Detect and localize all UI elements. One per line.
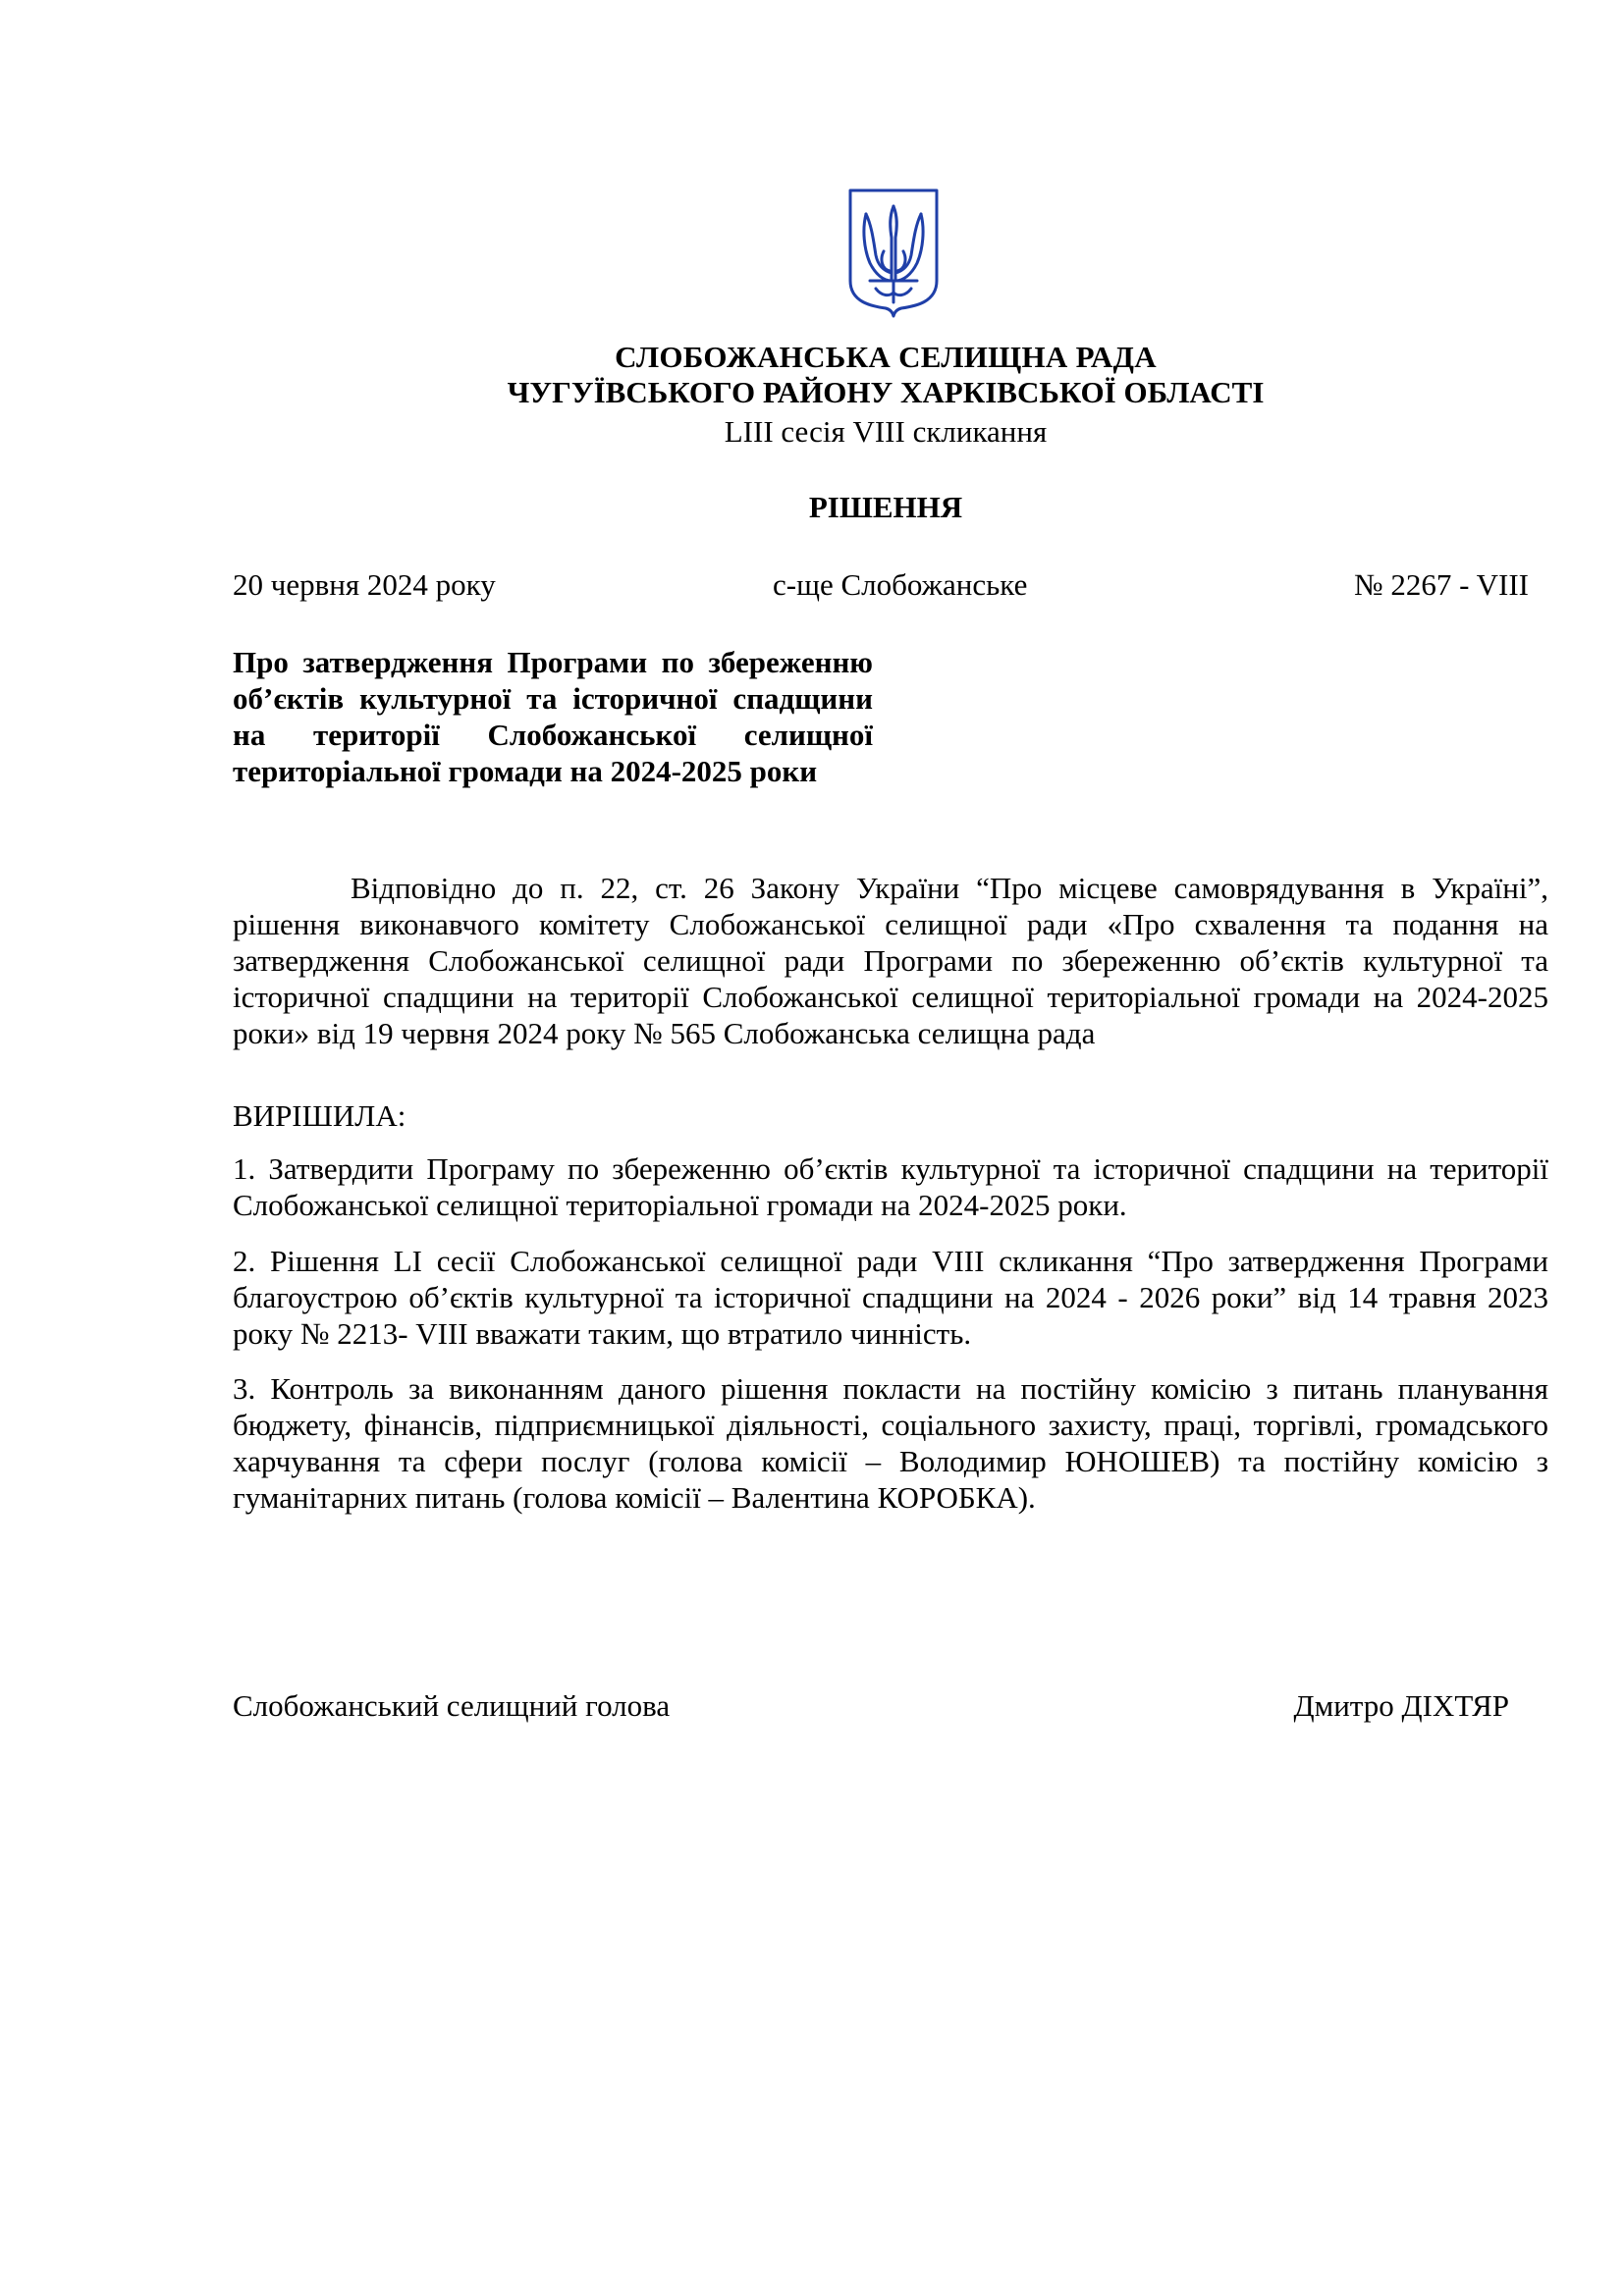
ukraine-coat-of-arms-icon — [846, 187, 941, 320]
document-number: № 2267 - VIII — [1354, 567, 1529, 602]
signature-block — [233, 1686, 1509, 1726]
session-info: LIII сесія VIII скликання — [724, 414, 1048, 449]
document-date: 20 червня 2024 року — [233, 567, 496, 602]
signatory-name: Дмитро ДІХТЯР — [1293, 1688, 1509, 1723]
organization-name: СЛОБОЖАНСЬКА СЕЛИЩНА РАДА — [615, 340, 1157, 374]
signatory-title: Слобожанський селищний голова — [233, 1688, 671, 1723]
decision-item-2: 2. Рішення LI сесії Слобожанської селищної ради VIII скликання “Про затвердження Програми благоустрою об’єктів культурної та історичної спадщини на 2024 - 2026 роки” від 14 травня 2023 року № 2213- VIII вважати таким, що втратило чинність. — [233, 1244, 1548, 1351]
organization-district: ЧУГУЇВСЬКОГО РАЙОНУ ХАРКІВСЬКОЇ ОБЛАСТІ — [507, 375, 1265, 409]
decision-item-3: 3. Контроль за виконанням даного рішення покласти на постійну комісію з питань планування бюджету, фінансів, підприємницької діяльності, соціального захисту, праці, торгівлі, громадського харчування та сфери послуг (голова комісії – Володимир ЮНОШЕВ) та постійну комісію з гуманітарних питань (голова комісії – Валентина КОРОБКА). — [233, 1371, 1548, 1515]
document-meta-row — [233, 565, 1529, 605]
preamble-paragraph: Відповідно до п. 22, ст. 26 Закону України “Про місцеве самоврядування в Україні”, рішення виконавчого комітету Слобожанської селищної ради «Про схвалення та подання на затвердження Слобожанської селищної ради Програми по збереженню об’єктів культурної та історичної спадщини на території Слобожанської селищної територіальної громади на 2024-2025 роки» від 19 червня 2024 року № 565 Слобожанська селищна рада — [233, 871, 1548, 1050]
decision-subject: Про затвердження Програми по збереженню об’єктів культурної та історичної спадщини на території Слобожанської селищної територіальної громади на 2024-2025 роки — [233, 645, 873, 788]
document-place: с-ще Слобожанське — [773, 567, 1028, 602]
document-type-title: РІШЕННЯ — [808, 490, 963, 524]
decision-item-1: 1. Затвердити Програму по збереженню об’єктів культурної та історичної спадщини на території Слобожанської селищної територіальної громади на 2024-2025 роки. — [233, 1151, 1548, 1222]
resolved-label: ВИРІШИЛА: — [233, 1098, 406, 1133]
